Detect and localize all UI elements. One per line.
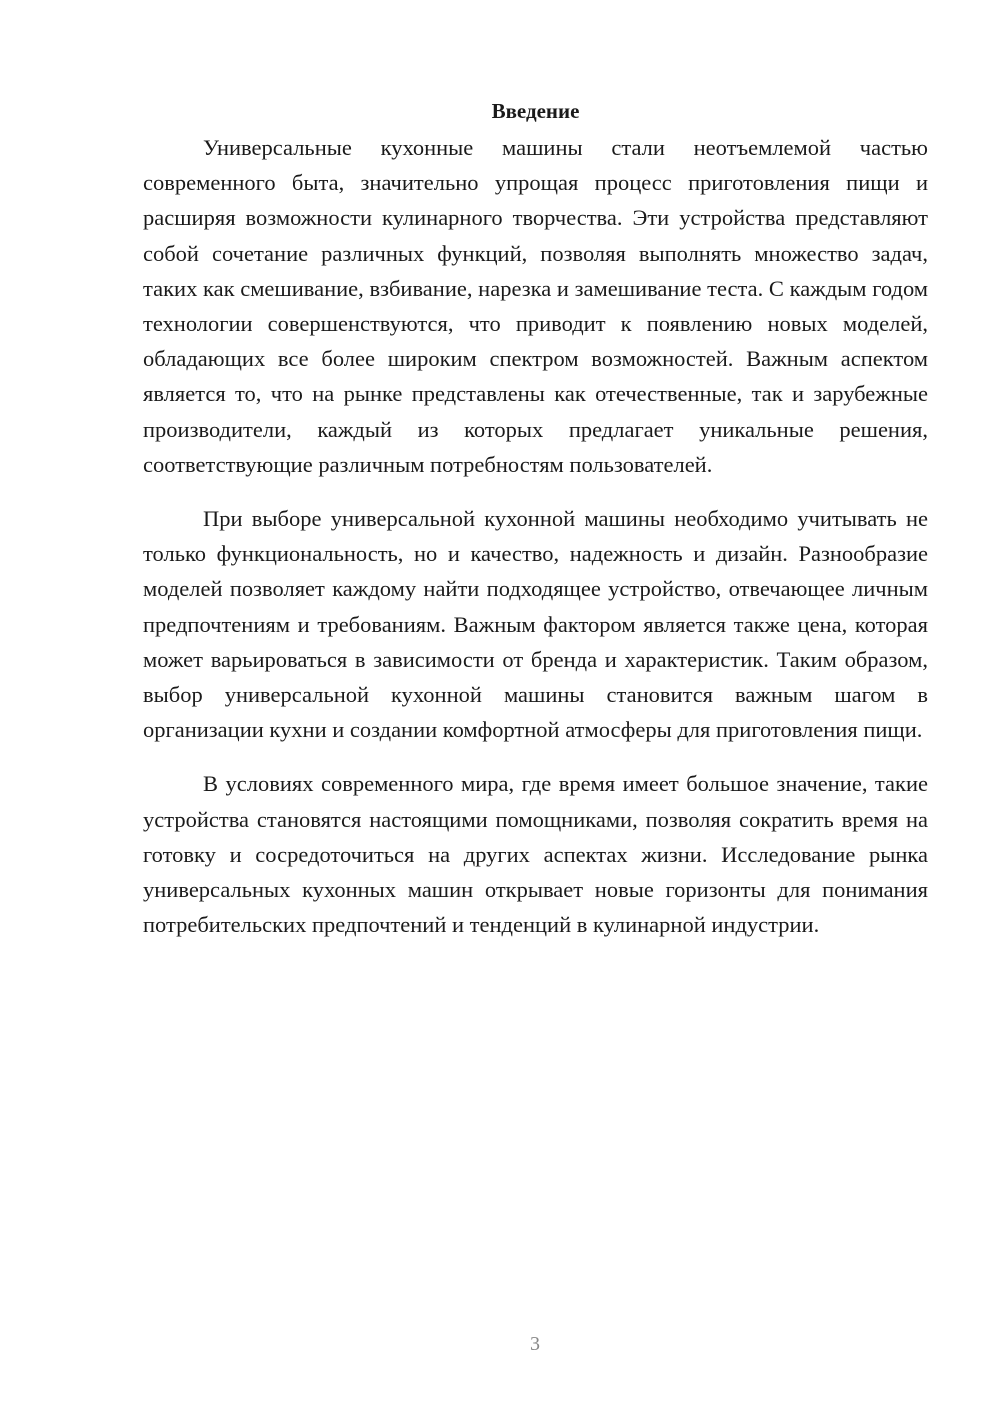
section-title: Введение — [491, 99, 580, 123]
paragraph-2: При выборе универсальной кухонной машины необходимо учитывать не только функциональность, но и качество, надежность и дизайн. Разнообразие моделей позволяет каждому найти подходящее устройство, отвечающее личным предпочтениям и требованиям. Важным фактором является также цена, которая может варьироваться в зависимости от бренда и характеристик. Таким образом, выбор универсальной кухонной машины становится важным шагом в организации кухни и создании комфортной атмосферы для приготовления пищи. — [143, 506, 928, 743]
paragraph-1: Универсальные кухонные машины стали неотъемлемой частью современного быта, значительно упрощая процесс приготовления пищи и расширяя возможности кулинарного творчества. Эти устройства представляют собой сочетание различных функций, позволяя выполнять множество задач, таких как смешивание, взбивание, нарезка и замешивание теста. С каждым годом технологии совершенствуются, что приводит к появлению новых моделей, обладающих все более широким спектром возможностей. Важным аспектом является то, что на рынке представлены как отечественные, так и зарубежные производители, каждый из которых предлагает уникальные решения, соответствующие различным потребностям пользователей. — [143, 135, 928, 477]
document-body — [143, 96, 928, 961]
page-number: 3 — [530, 1333, 540, 1355]
paragraph-3: В условиях современного мира, где время имеет большое значение, такие устройства становятся настоящими помощниками, позволяя сократить время на готовку и сосредоточиться на других аспектах жизни. Исследование рынка универсальных кухонных машин открывает новые горизонты для понимания потребительских предпочтений и тенденций в кулинарной индустрии. — [143, 771, 928, 938]
